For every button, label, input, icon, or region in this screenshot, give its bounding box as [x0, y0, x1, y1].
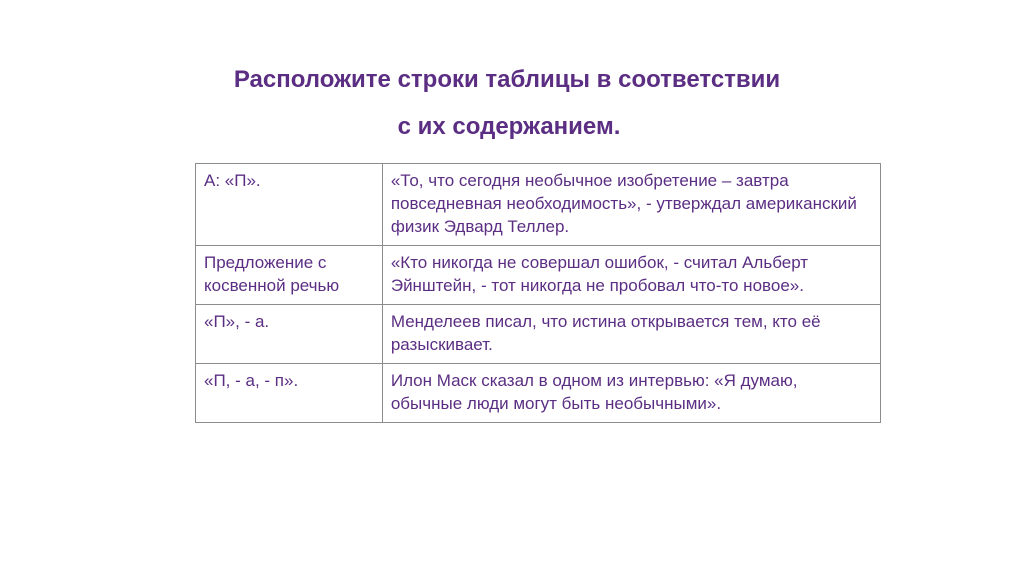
- matching-table: [195, 163, 881, 423]
- table-row: [196, 164, 881, 246]
- scheme-cell: Предложение с косвенной речью: [196, 246, 383, 305]
- example-cell: «Кто никогда не совершал ошибок, - считал Альберт Эйнштейн, - тот никогда не пробовал что-то новое».: [382, 246, 880, 305]
- table-row: [196, 246, 881, 305]
- example-cell: Менделеев писал, что истина открывается тем, кто её разыскивает.: [382, 305, 880, 364]
- table-row: [196, 305, 881, 364]
- table-row: [196, 364, 881, 423]
- slide-title-line-1: Расположите строки таблицы в соответствии: [233, 66, 781, 93]
- example-cell: «То, что сегодня необычное изобретение – завтра повседневная необходимость», - утверждал американский физик Эдвард Теллер.: [382, 164, 880, 246]
- scheme-cell: «П», - а.: [196, 305, 383, 364]
- scheme-cell: «П, - а, - п».: [196, 364, 383, 423]
- slide-title-line-2: с их содержанием.: [397, 113, 621, 140]
- scheme-cell: А: «П».: [196, 164, 383, 246]
- example-cell: Илон Маск сказал в одном из интервью: «Я думаю, обычные люди могут быть необычными».: [382, 364, 880, 423]
